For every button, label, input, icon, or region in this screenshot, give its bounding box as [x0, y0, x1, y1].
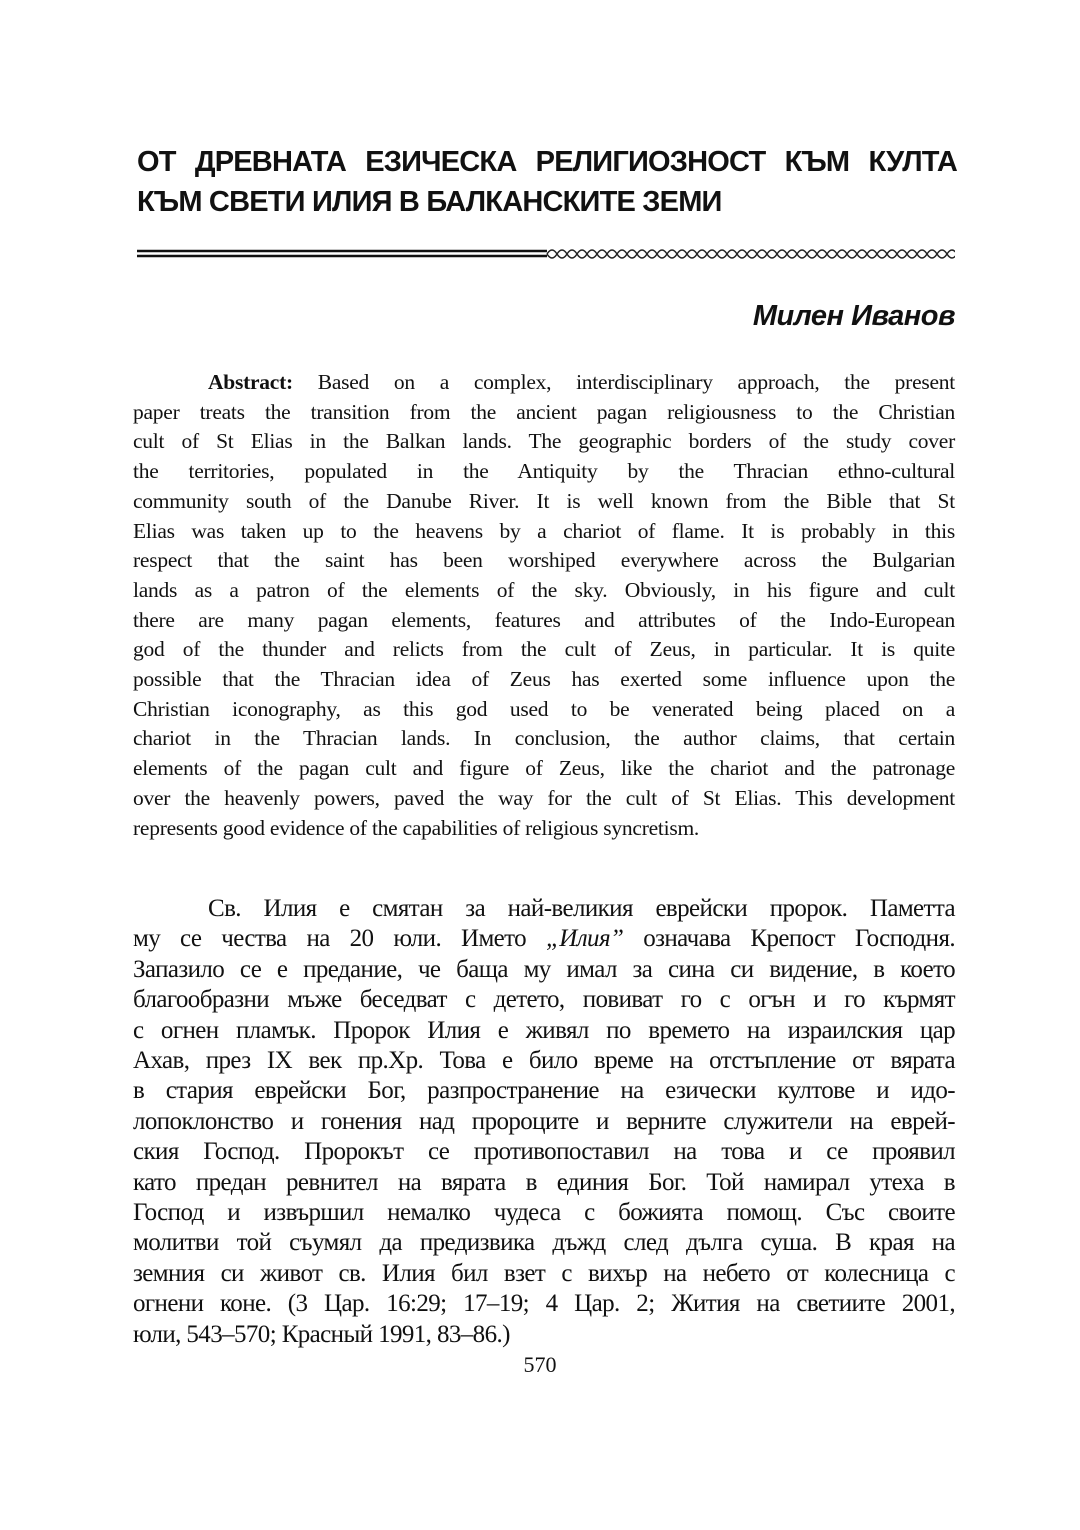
decorative-divider: [135, 244, 955, 264]
abstract-line: represents good evidence of the capabilities of religious syncretism.: [133, 815, 700, 840]
body-text-span: му се чества на 20 юли. Името: [133, 925, 546, 953]
body-line: Св. Илия е смятан за най-великия еврейски пророк. Паметта: [208, 895, 955, 922]
abstract-line: elements of the pagan cult and figure of Zeus, like the chariot and the patronage: [133, 756, 955, 781]
body-line: юли, 543–570; Красный 1991, 83–86.): [133, 1320, 510, 1348]
abstract-line: the territories, populated in the Antiquity by the Thracian ethno-cultural: [133, 459, 955, 484]
body-line: Господ и извършил немалко чудеса с божията помощ. Със своите: [133, 1199, 955, 1227]
body-line: огнени коне. (3 Цар. 16:29; 17–19; 4 Цар. 2; Жития на светиите 2001,: [133, 1290, 955, 1318]
abstract-line: community south of the Danube River. It is well known from the Bible that St: [133, 488, 955, 513]
article-title: [137, 142, 957, 222]
abstract-text: Based on a complex, interdisciplinary approach, the present: [292, 370, 955, 394]
body-line: лопоклонство и гонения над пророците и верните служители на еврей-: [133, 1107, 955, 1135]
body-text: [133, 894, 955, 1350]
title-line: ОТ ДРЕВНАТА ЕЗИЧЕСКА РЕЛИГИОЗНОСТ КЪМ КУЛТА: [137, 146, 957, 178]
abstract-line: Christian iconography, as this god used to be venerated being placed on a: [133, 696, 955, 721]
body-line: благообразни мъже беседват с детето, повиват го с огън и го кърмят: [133, 986, 955, 1014]
body-line: в стария еврейски Бог, разпространение на езически култове и идо-: [133, 1077, 955, 1105]
abstract: [133, 368, 955, 843]
author-name: Милен Иванов: [752, 300, 955, 332]
abstract-label: Abstract:: [208, 370, 293, 394]
italic-name: „Илия”: [546, 925, 624, 953]
abstract-line: chariot in the Thracian lands. In conclusion, the author claims, that certain: [133, 726, 955, 751]
abstract-line: possible that the Thracian idea of Zeus has exerted some influence upon the: [133, 667, 955, 692]
abstract-line: respect that the saint has been worshiped everywhere across the Bulgarian: [133, 548, 955, 573]
abstract-line: god of the thunder and relicts from the cult of Zeus, in particular. It is quite: [133, 637, 955, 662]
body-line: като предан ревнител на вярата в единия Бог. Той намирал утеха в: [133, 1168, 955, 1196]
abstract-line: Elias was taken up to the heavens by a chariot of flame. It is probably in this: [133, 518, 955, 543]
body-text-span: означава Крепост Господня.: [623, 925, 955, 953]
title-line: КЪМ СВЕТИ ИЛИЯ В БАЛКАНСКИТЕ ЗЕМИ: [137, 186, 722, 218]
abstract-line: there are many pagan elements, features and attributes of the Indo-European: [133, 607, 955, 632]
abstract-line: cult of St Elias in the Balkan lands. The geographic borders of the study cover: [133, 429, 955, 454]
body-line: Ахав, през IX век пр.Хр. Това е било време на отстъпление от вярата: [133, 1047, 955, 1075]
abstract-line: lands as a patron of the elements of the sky. Obviously, in his figure and cult: [133, 577, 955, 602]
body-line: с огнен пламък. Пророк Илия е живял по времето на израилския цар: [133, 1016, 955, 1044]
body-line: молитви той съумял да предизвика дъжд след дълга суша. В края на: [133, 1229, 955, 1257]
body-line: ския Господ. Пророкът се противопоставил на това и се проявил: [133, 1138, 955, 1166]
body-line: [133, 924, 955, 954]
body-line: земния си живот св. Илия бил взет с вихър на небето от колесница с: [133, 1259, 955, 1287]
abstract-line: paper treats the transition from the ancient pagan religiousness to the Christian: [133, 399, 955, 424]
body-line: Запазило се е предание, че баща му имал за сина си видение, в което: [133, 955, 955, 983]
abstract-line: [133, 368, 955, 398]
abstract-line: over the heavenly powers, paved the way for the cult of St Elias. This development: [133, 785, 955, 810]
page-number: 570: [523, 1352, 557, 1377]
